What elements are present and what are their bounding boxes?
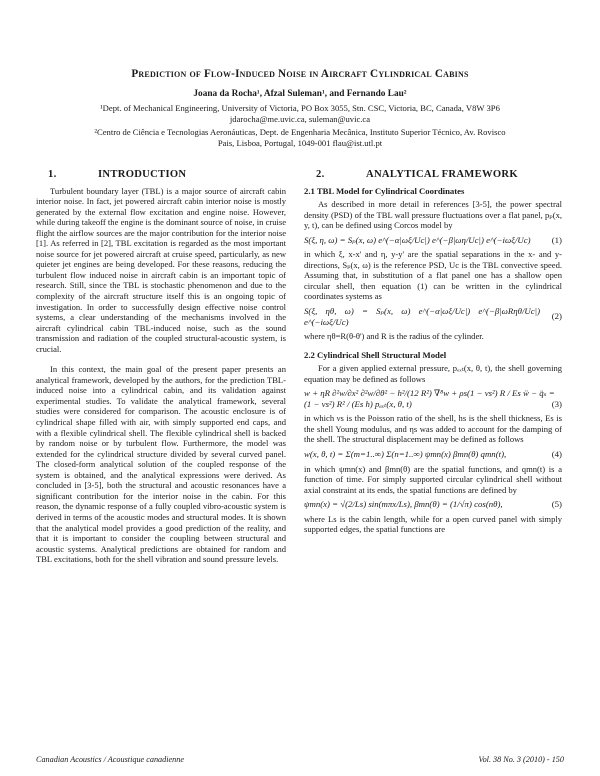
equation-3b	[304, 399, 562, 410]
intro-paragraph-2: In this context, the main goal of the present paper presents an analytical framework, developed by the authors, for the prediction TBL-induced noise into a cylindrical cabin, and its validation against experimental studies. To validate the analytical framework, several studies were considered for comparison. The acoustic enclosure is of cylindrical shape filled with air, with simply supported end caps, and with a flexible cylindrical shell. The flexible cylindrical shell is backed by random noise or by turbulent flow. Furthermore, the model was extended for the cylindrical structure divided by several curved panel. The closed-form analytical solution of the coupled response of the system is obtained, and the analytical expressions were derived. As concluded in [3-5], both the structural and acoustic resonances have a significant contribution for the interior noise in the cabin. For this reason, the dynamic response of a fully coupled vibro-acoustic system is derived in terms of the acoustic modes and structural modes. It is shown that the analytical model provides a good prediction of the reality, and that it is important to consider the coupling between structural and acoustic systems. Analytical predictions are obtained for random and TBL excitations, both for the shell vibration and sound pressure levels.	[36, 364, 286, 565]
subsection-heading-tbl: 2.1 TBL Model for Cylindrical Coordinates	[304, 185, 465, 196]
equation-expression: (1 − νs²) R² / (Es h) pₑₓₜ(x, θ, t)	[304, 398, 412, 409]
equation-expression: S(ξ, ηθ, ω) = Sₚ(x, ω) e^(−α|ωξ/Uc|) e^(−β|ωRηθ/Uc|) e^(−iωξ/Uc)	[304, 306, 540, 327]
section-title: ANALYTICAL FRAMEWORK	[366, 169, 518, 180]
affiliation-2	[36, 127, 564, 150]
affiliation-1	[36, 103, 564, 126]
equation-4	[304, 449, 562, 460]
section-number: 2.	[316, 169, 325, 180]
equation-expression: S(ξ, η, ω) = Sₚ(x, ω) e^(−α|ωξ/Uc|) e^(−β|ωη/Uc|) e^(−iωξ/Uc)	[304, 234, 531, 245]
section-title: INTRODUCTION	[98, 169, 187, 180]
equation-expression: ψmn(x) = √(2/Ls) sin(mπx/Ls), βmn(θ) = (1/√π) cos(nθ),	[304, 499, 503, 510]
section-heading-framework	[304, 170, 562, 181]
equation-2	[304, 306, 562, 327]
equation-3a	[304, 388, 562, 399]
right-column	[304, 170, 562, 535]
equation-number: (3)	[551, 398, 562, 409]
section-number: 1.	[48, 169, 57, 180]
framework-paragraph-5: in which νs is the Poisson ratio of the shell, hs is the shell thickness, Es is the shell Young modulus, and ηs was added to account for the damping of the shell. The structural displacement may be defined as follows	[304, 413, 562, 445]
equation-number: (4)	[551, 449, 562, 460]
framework-paragraph-4: For a given applied external pressure, pₑₓₜ(x, θ, t), the shell governing equation may be defined as follows	[304, 363, 562, 384]
affiliation-1-address: ¹Dept. of Mechanical Engineering, University of Victoria, PO Box 3055, Stn. CSC, Victoria, BC, Canada, V8W 3P6	[100, 103, 500, 113]
equation-1	[304, 235, 562, 246]
author-list: Joana da Rocha¹, Afzal Suleman¹, and Fernando Lau²	[193, 89, 407, 99]
affiliation-2-email: Pais, Lisboa, Portugal, 1049-001 flau@ist.utl.pt	[217, 138, 383, 149]
volume-page: Vol. 38 No. 3 (2010) - 150	[478, 755, 564, 764]
framework-paragraph-3: where ηθ=R(θ-θ') and R is the radius of the cylinder.	[304, 331, 484, 342]
framework-paragraph-7: where Ls is the cabin length, while for a open curved panel with simply supported edges, the spatial functions are	[304, 513, 562, 535]
equation-expression: w + ηR ∂²w/∂x² ∂²w/∂θ² − h²/(12 R²) ∇⁸w + ρs(1 − νs²) R / Es ẅ − q̈ₛ =	[304, 388, 555, 399]
equation-expression: w(x, θ, t) = Σ(m=1..∞) Σ(n=1..∞) ψmn(x) βmn(θ) qmn(t),	[304, 449, 507, 460]
equation-number: (5)	[551, 499, 562, 510]
equation-number: (1)	[551, 234, 562, 245]
paper-title: Prediction of Flow-Induced Noise in Aircraft Cylindrical Cabins	[131, 68, 469, 80]
subsection-heading-shell: 2.2 Cylindrical Shell Structural Model	[304, 349, 447, 360]
intro-paragraph-1: Turbulent boundary layer (TBL) is a major source of aircraft cabin interior noise. In fact, jet powered aircraft cabin interior noise is mostly generated by the external flow excitation and engine noise. However, while during takeoff the engine is the dominant source of noise, in cruise flight the airflow sources are the major contribution for the interior noise [1]. As referred in [2], TBL excitation is regarded as the most important noise source for jet powered aircraft at cruise speed, particularly, as new quieter jet engines are being developed. For these reasons, reducing the turbulent flow induced noise in aircraft cabin is an important topic of research. Still, since the TBL is stochastic phenomenon and due to the complexity of the aircraft structure itself this is an ongoing topic of investigation. In order to successfully design effective noise control systems, a clear understanding of the mechanisms involved in the aircraft cylindrical cabin TBL-induced noise, such as the sound transmission and radiation of the coupled structural-acoustic system, is crucial.	[36, 185, 286, 354]
equation-5	[304, 499, 562, 510]
left-column	[36, 170, 286, 565]
page-footer	[36, 755, 564, 764]
section-heading-introduction	[36, 170, 286, 181]
framework-paragraph-1: As described in more detail in references [3-5], the power spectral density (PSD) of the TBL wall pressure fluctuations over a flat panel, pₚ(x, y, t), can be defined using Corcos model by	[304, 199, 562, 231]
affiliation-2-address: ²Centro de Ciência e Tecnologias Aeronáuticas, Dept. de Engenharia Mecânica, Instituto Superior Técnico, Av. Rovisco	[94, 127, 506, 137]
framework-paragraph-2: in which ξ, x-x' and η, y-y' are the spatial separations in the x- and y-directions, Sₚ(x, ω) is the reference PSD, Uc is the TBL convective speed. Assuming that, in substitution of a flat panel one has a shallow open circular shell, then equation (1) can be written in the cylindrical coordinates systems as	[304, 249, 562, 302]
framework-paragraph-6: in which ψmn(x) and βmn(θ) are the spatial functions, and qmn(t) is a function of time. For simply supported circular cylindrical shell without axial constraint at its ends, the spatial functions are defined by	[304, 463, 562, 495]
journal-name: Canadian Acoustics / Acoustique canadienne	[36, 755, 184, 764]
equation-number: (2)	[551, 311, 562, 322]
affiliation-1-email: jdarocha@me.uvic.ca, suleman@uvic.ca	[229, 114, 371, 125]
